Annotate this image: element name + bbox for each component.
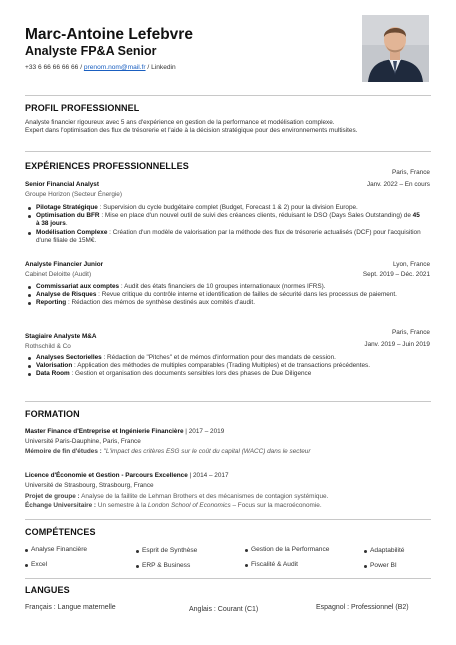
- education-detail: Échange Universitaire : Un semestre à la London School of Economics – Focus sur la macroéconomie.: [25, 502, 322, 509]
- contact-line: [25, 64, 176, 71]
- job-dates: Janv. 2019 – Juin 2019: [364, 341, 430, 348]
- email-link[interactable]: prenom.nom@mail.fr: [83, 64, 146, 71]
- skill-item: Esprit de Synthèse: [136, 547, 197, 554]
- job-company: Cabinet Deloitte (Audit): [25, 271, 92, 278]
- divider: [25, 151, 431, 152]
- language-item: Espagnol : Professionnel (B2): [316, 604, 409, 611]
- education-degree: Master Finance d'Entreprise et Ingénierie Financière | 2017 – 2019: [25, 428, 225, 435]
- education-degree: Licence d'Économie et Gestion - Parcours Excellence | 2014 – 2017: [25, 472, 229, 479]
- job-dates: Janv. 2022 – En cours: [366, 181, 430, 188]
- job-bullets: [25, 283, 425, 308]
- education-school: Université Paris-Dauphine, Paris, France: [25, 438, 141, 445]
- section-heading-languages: LANGUES: [25, 585, 70, 595]
- job-company: Rothschild & Co: [25, 343, 71, 350]
- skill-item: Excel: [25, 561, 47, 568]
- job-title: Senior Financial Analyst: [25, 181, 99, 188]
- candidate-title: Analyste FP&A Senior: [25, 44, 157, 58]
- skill-item: ERP & Business: [136, 562, 190, 569]
- job-company: Groupe Horizon (Secteur Énergie): [25, 191, 122, 198]
- phone-number: +33 6 66 66 66 66: [25, 64, 79, 71]
- list-item: Pilotage Stratégique : Supervision du cycle budgétaire complet (Budget, Forecast 1 & 2) pour la division Europe.: [25, 204, 425, 212]
- skill-item: Analyse Financière: [25, 546, 87, 553]
- list-item: Reporting : Rédaction des mémos de synthèse destinés aux comités d'audit.: [25, 299, 425, 307]
- list-item: Optimisation du BFR : Mise en place d'un nouvel outil de suivi des créances clients, réduisant le DSO (Days Sales Outstanding) de 45 à 38 jours.: [25, 212, 425, 228]
- job-title: Stagiaire Analyste M&A: [25, 333, 97, 340]
- language-item: Français : Langue maternelle: [25, 604, 116, 611]
- job-bullets: [25, 354, 425, 379]
- linkedin-link[interactable]: Linkedin: [151, 64, 176, 71]
- list-item: Data Room : Gestion et organisation des documents sensibles lors des phases de Due Diligence: [25, 370, 425, 378]
- section-heading-skills: COMPÉTENCES: [25, 527, 96, 537]
- skill-item: Gestion de la Performance: [245, 546, 329, 553]
- divider: [25, 401, 431, 402]
- section-heading-experience: EXPÉRIENCES PROFESSIONNELLES: [25, 161, 189, 171]
- job-bullets: [25, 204, 425, 245]
- list-item: Analyse de Risques : Revue critique du contrôle interne et identification de failles de sécurité dans les processus de paiement.: [25, 291, 425, 299]
- profile-photo: [362, 15, 429, 82]
- candidate-name: Marc-Antoine Lefebvre: [25, 26, 193, 43]
- list-item: Valorisation : Application des méthodes de multiples comparables (Trading Multiples) et de transactions précédentes.: [25, 362, 425, 370]
- list-item: Analyses Sectorielles : Rédaction de "Pitches" et de mémos d'information pour des mandats de cession.: [25, 354, 425, 362]
- separator: /: [80, 64, 83, 71]
- language-item: Anglais : Courant (C1): [189, 606, 259, 613]
- education-detail: Mémoire de fin d'études : "L'impact des critères ESG sur le coût du capital (WACC) dans le secteur: [25, 448, 311, 455]
- divider: [25, 95, 431, 96]
- section-heading-profile: PROFIL PROFESSIONNEL: [25, 103, 140, 113]
- list-item: Commissariat aux comptes : Audit des états financiers de 10 groupes internationaux (normes IFRS).: [25, 283, 425, 291]
- job-location: Paris, France: [391, 329, 430, 336]
- divider: [25, 578, 431, 579]
- list-item: Modélisation Complexe : Création d'un modèle de valorisation par la méthode des flux de trésorerie actualisés (DCF) pour l'acquisition d'une filiale de 15M€.: [25, 229, 425, 245]
- divider: [25, 519, 431, 520]
- education-detail: Projet de groupe : Analyse de la faillite de Lehman Brothers et des mécanismes de contagion systémique.: [25, 493, 329, 500]
- profile-line: Analyste financier rigoureux avec 5 ans d'expérience en gestion de la performance et modélisation complexe.: [25, 119, 335, 126]
- job-location: Paris, France: [391, 169, 430, 176]
- separator: /: [147, 64, 150, 71]
- skill-item: Adaptabilité: [364, 547, 404, 554]
- profile-summary: [25, 119, 435, 136]
- job-dates: Sept. 2019 – Déc. 2021: [362, 271, 430, 278]
- education-school: Université de Strasbourg, Strasbourg, France: [25, 482, 154, 489]
- skill-item: Fiscalité & Audit: [245, 561, 298, 568]
- job-location: Lyon, France: [392, 261, 430, 268]
- job-title: Analyste Financier Junior: [25, 261, 104, 268]
- profile-line: Expert dans l'optimisation des flux de trésorerie et l'aide à la décision stratégique pour des environnements multisites.: [25, 127, 358, 135]
- section-heading-education: FORMATION: [25, 409, 80, 419]
- skill-item: Power BI: [364, 562, 397, 569]
